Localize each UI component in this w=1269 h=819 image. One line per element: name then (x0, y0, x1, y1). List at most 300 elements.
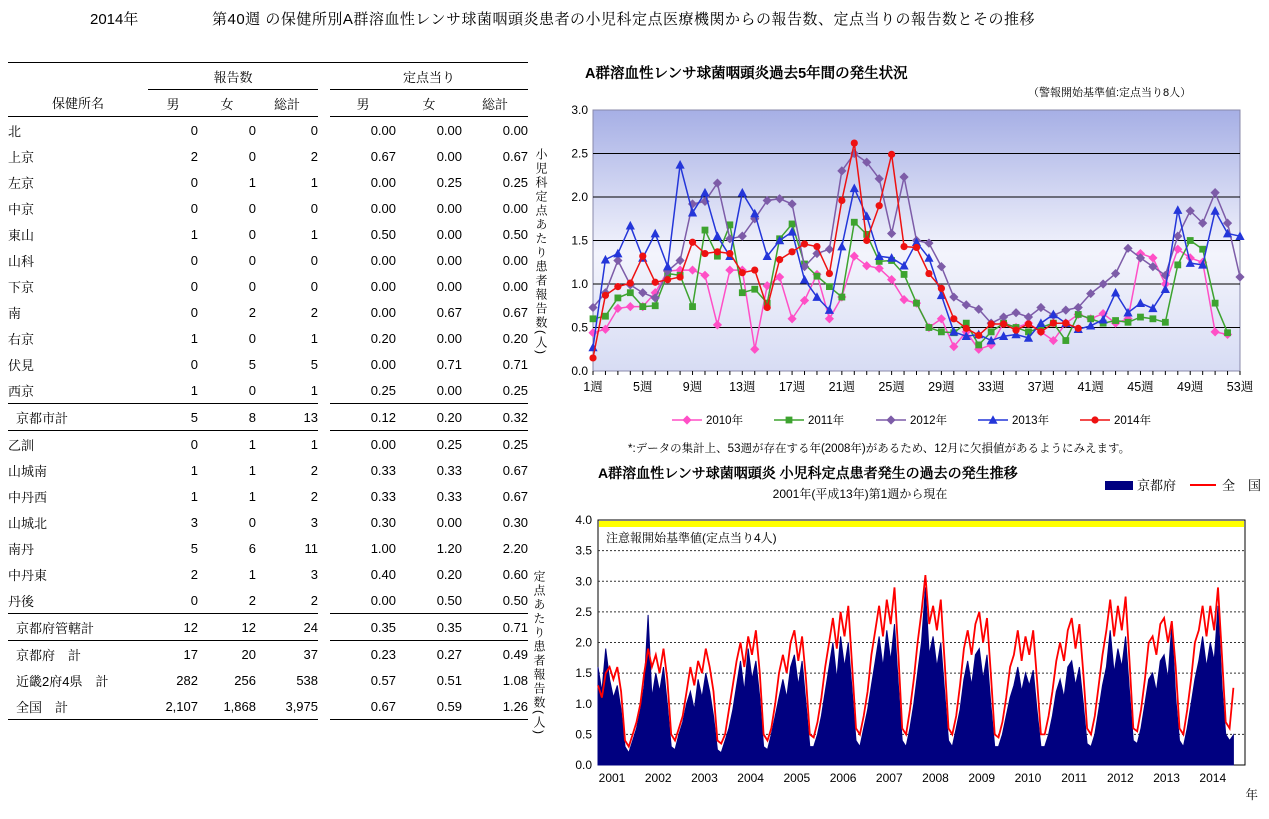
data-point (627, 280, 634, 287)
health-center-name: 東山 (8, 227, 35, 243)
value-cell: 0.00 (502, 278, 529, 294)
legend-item-2013年 (978, 413, 1050, 427)
value-cell: 0 (190, 304, 198, 320)
legend-label: 2010年 (706, 415, 744, 427)
value-cell: 24 (256, 614, 318, 641)
y-tick-label: 3.0 (571, 103, 588, 117)
value-cell: 0 (248, 226, 256, 242)
x-tick-label: 2013 (1153, 771, 1180, 785)
value-cell: 0.20 (370, 330, 397, 346)
data-point (764, 304, 771, 311)
chart1-title: A群溶血性レンサ球菌咽頭炎過去5年間の発生状況 (585, 66, 908, 82)
value-cell: 0.25 (502, 436, 529, 452)
data-point (863, 237, 870, 244)
x-tick-label: 1週 (583, 380, 603, 394)
value-cell: 0.33 (370, 488, 397, 504)
value-cell: 1 (310, 330, 319, 346)
table-row (8, 693, 528, 720)
value-cell: 2 (310, 304, 319, 320)
chart2-title: A群溶血性レンサ球菌咽頭炎 小児科定点患者発生の過去の発生推移 (598, 465, 1018, 481)
value-cell: 17 (183, 646, 198, 662)
y-tick-label: 1.5 (571, 233, 588, 248)
health-center-name: 丹後 (8, 593, 35, 609)
x-tick-label: 17週 (778, 380, 806, 394)
value-cell: 1 (248, 566, 256, 582)
value-cell: 0.50 (502, 226, 529, 242)
value-cell: 5 (248, 356, 256, 372)
value-cell: 2 (248, 592, 256, 608)
value-cell: 0.00 (370, 356, 397, 372)
value-cell: 0.67 (502, 462, 529, 478)
value-cell: 0.71 (462, 614, 528, 641)
table-row (8, 247, 528, 273)
x-axis-unit: 年 (1245, 788, 1258, 802)
health-center-name: 京都府 計 (16, 647, 82, 663)
data-point (1162, 319, 1169, 326)
value-cell: 0.00 (436, 252, 463, 268)
value-cell: 256 (234, 672, 256, 688)
data-point (664, 276, 671, 283)
value-cell: 0.20 (396, 404, 462, 431)
x-tick-label: 2004 (737, 771, 764, 785)
x-tick-label: 2006 (829, 771, 857, 785)
data-point (913, 244, 920, 251)
column-header: 男 (330, 90, 396, 117)
gap-cell (318, 404, 330, 431)
health-center-name: 中丹西 (8, 489, 48, 505)
x-tick-label: 2002 (644, 771, 672, 785)
x-tick-label: 2011 (1061, 771, 1088, 785)
legend-label: 2012年 (910, 415, 948, 427)
value-cell: 0.00 (370, 200, 397, 216)
value-cell: 2 (310, 592, 319, 608)
health-center-name: 北 (8, 123, 22, 139)
value-cell: 1 (190, 226, 198, 242)
table-row (8, 299, 528, 325)
value-cell: 282 (176, 672, 198, 688)
chart1-footnote: *:データの集計上、53週が存在する年(2008年)があるため、12月に欠損値があるようにみえます。 (628, 443, 1131, 455)
value-cell: 0.20 (502, 330, 529, 346)
data-point (913, 300, 920, 307)
data-point (739, 269, 746, 276)
value-cell: 11 (304, 540, 319, 556)
value-cell: 0.25 (502, 174, 529, 190)
x-tick-label: 2010 (1014, 771, 1042, 785)
value-cell: 0.67 (436, 304, 463, 320)
value-cell: 12 (148, 614, 198, 641)
gap-cell (318, 299, 330, 325)
table-row (8, 641, 528, 668)
x-tick-label: 13週 (729, 380, 756, 394)
value-cell: 0 (310, 278, 319, 294)
value-cell: 0.33 (436, 462, 463, 478)
legend-label: 2014年 (1114, 415, 1152, 427)
x-tick-label: 2008 (922, 771, 949, 785)
national-legend-label: 全 国 (1222, 478, 1262, 493)
y-tick-label: 4.0 (575, 513, 592, 527)
legend-item-2012年 (876, 413, 948, 427)
value-cell: 1 (190, 462, 198, 478)
data-point (1187, 237, 1194, 244)
data-point (926, 324, 933, 331)
page-title (0, 8, 1269, 34)
x-tick-label: 21週 (828, 380, 856, 394)
value-cell: 1 (190, 330, 198, 346)
value-cell: 1 (190, 382, 198, 398)
five-year-weekly-chart (560, 60, 1269, 460)
data-point (938, 328, 945, 335)
gap-cell (318, 143, 330, 169)
header-spacer (8, 63, 148, 90)
y-tick-label: 1.5 (575, 666, 592, 681)
gap-cell (318, 587, 330, 614)
data-point (950, 315, 957, 322)
gap-cell (318, 221, 330, 247)
table-row (8, 351, 528, 377)
value-cell: 0.60 (502, 566, 529, 582)
value-cell: 0.00 (370, 174, 397, 190)
data-point (975, 342, 982, 349)
value-cell: 0 (190, 122, 198, 138)
data-point (938, 285, 945, 292)
data-point (639, 253, 646, 260)
data-point (1212, 300, 1219, 307)
data-point (901, 271, 908, 278)
value-cell: 0.67 (330, 693, 396, 720)
health-center-name: 南 (8, 305, 22, 321)
data-point (602, 292, 609, 299)
y-tick-label: 2.0 (575, 635, 592, 650)
health-center-name: 南丹 (8, 541, 35, 557)
table-row (8, 169, 528, 195)
health-center-name: 伏見 (8, 357, 35, 373)
table-row (8, 221, 528, 247)
health-center-name: 京都府管轄計 (8, 614, 148, 641)
value-cell: 0.00 (436, 382, 463, 398)
value-cell: 0.71 (502, 356, 529, 372)
value-cell: 1.20 (436, 540, 463, 556)
column-header: 女 (198, 90, 256, 117)
value-cell: 6 (248, 540, 256, 556)
value-cell: 0.35 (396, 614, 462, 641)
data-point (851, 139, 858, 146)
chart1-annotation: （警報開始基準値:定点当り8人） (1028, 87, 1192, 99)
gap-cell (318, 377, 330, 404)
value-cell: 0 (190, 278, 198, 294)
data-point (702, 227, 709, 234)
column-header: 男 (148, 90, 198, 117)
value-cell: 0.57 (370, 672, 397, 688)
legend-item-2011年 (774, 413, 845, 427)
data-point (814, 273, 821, 280)
value-cell: 0.30 (370, 514, 397, 530)
value-cell: 0.50 (502, 592, 529, 608)
value-cell: 0.67 (502, 488, 529, 504)
gap-cell (318, 247, 330, 273)
value-cell: 0.00 (436, 200, 463, 216)
x-tick-label: 2005 (783, 771, 811, 785)
value-cell: 0.00 (436, 148, 463, 164)
x-tick-label: 29週 (928, 380, 955, 394)
value-cell: 0.25 (436, 174, 463, 190)
value-cell: 0 (310, 122, 319, 138)
data-point (751, 266, 758, 273)
value-cell: 1 (190, 488, 198, 504)
value-cell: 2,107 (148, 693, 198, 720)
gap-cell (318, 273, 330, 299)
page-title-year: 2014年 (90, 11, 139, 28)
data-point (789, 221, 796, 228)
gap-cell (318, 325, 330, 351)
value-cell: 0 (190, 356, 198, 372)
x-tick-label: 2014 (1199, 771, 1227, 785)
value-cell: 5 (310, 356, 319, 372)
health-center-name: 上京 (8, 149, 35, 165)
health-center-name: 西京 (8, 383, 35, 399)
value-cell: 0.23 (370, 646, 397, 662)
long-term-trend-chart (530, 462, 1269, 817)
y-tick-label: 2.0 (571, 190, 588, 204)
health-center-table (8, 62, 528, 720)
y-tick-label: 1.0 (571, 277, 588, 291)
value-cell: 1 (248, 436, 256, 452)
table-row (8, 457, 528, 483)
gap-cell (318, 195, 330, 221)
x-tick-label: 53週 (1226, 380, 1254, 394)
value-cell: 0.00 (502, 200, 529, 216)
value-cell: 0.00 (436, 226, 463, 242)
value-cell: 0 (190, 200, 198, 216)
health-center-name: 近畿2府4県 計 (16, 673, 109, 689)
x-tick-label: 49週 (1177, 380, 1204, 394)
value-cell: 8 (198, 404, 256, 431)
table-row (8, 614, 528, 641)
value-cell: 0.00 (370, 252, 397, 268)
value-cell: 0 (190, 592, 198, 608)
value-cell: 0.00 (370, 304, 397, 320)
value-cell: 1 (248, 462, 256, 478)
data-point (590, 315, 597, 322)
value-cell: 0.67 (370, 148, 397, 164)
data-point (1112, 317, 1119, 324)
data-point (726, 250, 733, 257)
value-cell: 2 (310, 148, 319, 164)
table-row (8, 404, 528, 431)
y-tick-label: 0.5 (571, 320, 588, 335)
data-point (786, 417, 793, 424)
value-cell: 0 (310, 200, 319, 216)
table-row (8, 535, 528, 561)
table-row (8, 509, 528, 535)
data-point (1091, 416, 1098, 423)
column-header: 女 (396, 90, 462, 117)
column-header: 総計 (462, 90, 528, 117)
data-point (589, 354, 596, 361)
value-cell: 1 (310, 382, 319, 398)
value-cell: 0.71 (436, 356, 463, 372)
value-cell: 20 (241, 646, 256, 662)
health-center-name: 左京 (8, 175, 35, 191)
value-cell: 2 (190, 148, 198, 164)
value-cell: 37 (303, 646, 319, 662)
value-cell: 2.20 (502, 540, 529, 556)
data-point (988, 328, 995, 335)
data-point (1025, 320, 1032, 327)
y-tick-label: 2.5 (571, 146, 588, 161)
value-cell: 0.51 (436, 672, 463, 688)
data-point (813, 243, 820, 250)
value-cell: 0.00 (370, 436, 397, 452)
gap-column (318, 90, 330, 117)
x-tick-label: 45週 (1127, 380, 1154, 394)
value-cell: 3,975 (256, 693, 318, 720)
data-point (614, 283, 621, 290)
value-cell: 3 (310, 566, 319, 582)
data-point (1075, 325, 1082, 332)
health-center-name: 山科 (8, 253, 35, 269)
value-cell: 0.00 (436, 514, 463, 530)
value-cell: 5 (148, 404, 198, 431)
value-cell: 0.67 (502, 304, 529, 320)
value-cell: 1.08 (502, 672, 529, 688)
value-cell: 0.30 (502, 514, 529, 530)
value-cell: 0 (190, 174, 198, 190)
value-cell: 0 (310, 252, 319, 268)
x-tick-label: 2012 (1107, 771, 1134, 785)
x-tick-label: 25週 (878, 380, 905, 394)
data-point (963, 325, 970, 332)
value-cell: 0 (248, 122, 256, 138)
value-cell: 1.00 (370, 540, 397, 556)
value-cell: 0.49 (502, 646, 529, 662)
health-center-name: 中京 (8, 201, 35, 217)
gap-cell (318, 457, 330, 483)
y-tick-label: 3.5 (575, 543, 592, 558)
y-tick-label: 0.5 (575, 727, 592, 742)
value-cell: 1 (310, 436, 319, 452)
y-tick-label: 0.0 (575, 758, 592, 772)
value-cell: 0 (248, 252, 256, 268)
value-cell: 0 (190, 252, 198, 268)
value-cell: 0.25 (436, 436, 463, 452)
value-cell: 0.25 (370, 382, 397, 398)
table-row (8, 667, 528, 693)
table-row (8, 325, 528, 351)
health-center-name: 京都市計 (8, 404, 148, 431)
value-cell: 0.32 (462, 404, 528, 431)
table-row (8, 377, 528, 404)
value-cell: 0.00 (370, 122, 397, 138)
health-center-name: 下京 (8, 279, 35, 295)
health-center-name: 全国 計 (8, 693, 148, 720)
value-cell: 0.12 (330, 404, 396, 431)
column-header: 総計 (256, 90, 318, 117)
table-row (8, 143, 528, 169)
value-cell: 0.00 (370, 592, 397, 608)
gap-cell (318, 483, 330, 509)
warning-threshold-band (599, 521, 1244, 527)
gap-cell (318, 667, 330, 693)
data-point (1062, 320, 1069, 327)
value-cell: 0.33 (436, 488, 463, 504)
value-cell: 2 (190, 566, 198, 582)
value-cell: 0.20 (436, 566, 463, 582)
health-center-name: 中丹東 (8, 567, 48, 583)
value-cell: 0.50 (370, 226, 397, 242)
legend-label: 2011年 (808, 415, 845, 427)
value-cell: 0.33 (370, 462, 397, 478)
data-point (1062, 337, 1069, 344)
table-row (8, 561, 528, 587)
value-cell: 1 (310, 226, 319, 242)
chart2-note: 注意報開始基準値(定点当り4人) (606, 531, 777, 545)
health-center-name: 山城南 (8, 463, 48, 479)
data-point (714, 248, 721, 255)
data-point (988, 320, 995, 327)
gap-cell (318, 535, 330, 561)
table-row (8, 117, 528, 144)
gap-cell (318, 641, 330, 668)
table-row (8, 195, 528, 221)
value-cell: 1,868 (198, 693, 256, 720)
table-row (8, 431, 528, 458)
data-point (689, 303, 696, 310)
value-cell: 0 (248, 514, 256, 530)
value-cell: 0.00 (436, 278, 463, 294)
data-point (851, 219, 858, 226)
data-point (975, 332, 982, 339)
health-center-table-wrap (8, 62, 528, 720)
gap-cell (318, 693, 330, 720)
data-point (1012, 327, 1019, 334)
data-point (639, 303, 646, 310)
value-cell: 0 (248, 148, 256, 164)
x-tick-label: 2001 (598, 771, 626, 785)
data-point (1037, 328, 1044, 335)
data-point (676, 273, 683, 280)
data-point (739, 289, 746, 296)
page-title-text: 第40週 の保健所別A群溶血性レンサ球菌咽頭炎患者の小児科定点医療機関からの報告数、定点当りの報告数とその推移 (212, 11, 1035, 28)
value-cell: 0.00 (436, 122, 463, 138)
legend-item-2010年 (672, 413, 744, 427)
data-point (701, 250, 708, 257)
data-point (614, 295, 621, 302)
chart1-y-axis-label: 小児科定点あたり患者報告数(人) (534, 148, 548, 356)
data-point (682, 415, 691, 424)
data-point (925, 270, 932, 277)
health-center-name: 右京 (8, 331, 35, 347)
y-tick-label: 3.0 (575, 574, 592, 589)
value-cell: 1 (248, 174, 256, 190)
data-point (838, 294, 845, 301)
data-point (1000, 320, 1007, 327)
data-point (602, 313, 609, 320)
data-point (1125, 319, 1132, 326)
data-point (652, 279, 659, 286)
value-cell: 0 (248, 382, 256, 398)
table-row (8, 483, 528, 509)
value-cell: 0.00 (502, 252, 529, 268)
header-spacer (318, 63, 330, 90)
data-point (627, 289, 634, 296)
health-center-name: 乙訓 (8, 437, 35, 453)
x-tick-label: 5週 (633, 380, 653, 394)
value-cell: 0.59 (396, 693, 462, 720)
table-row (8, 587, 528, 614)
value-cell: 0.00 (502, 122, 529, 138)
value-cell: 1.26 (462, 693, 528, 720)
x-tick-label: 37週 (1027, 380, 1055, 394)
